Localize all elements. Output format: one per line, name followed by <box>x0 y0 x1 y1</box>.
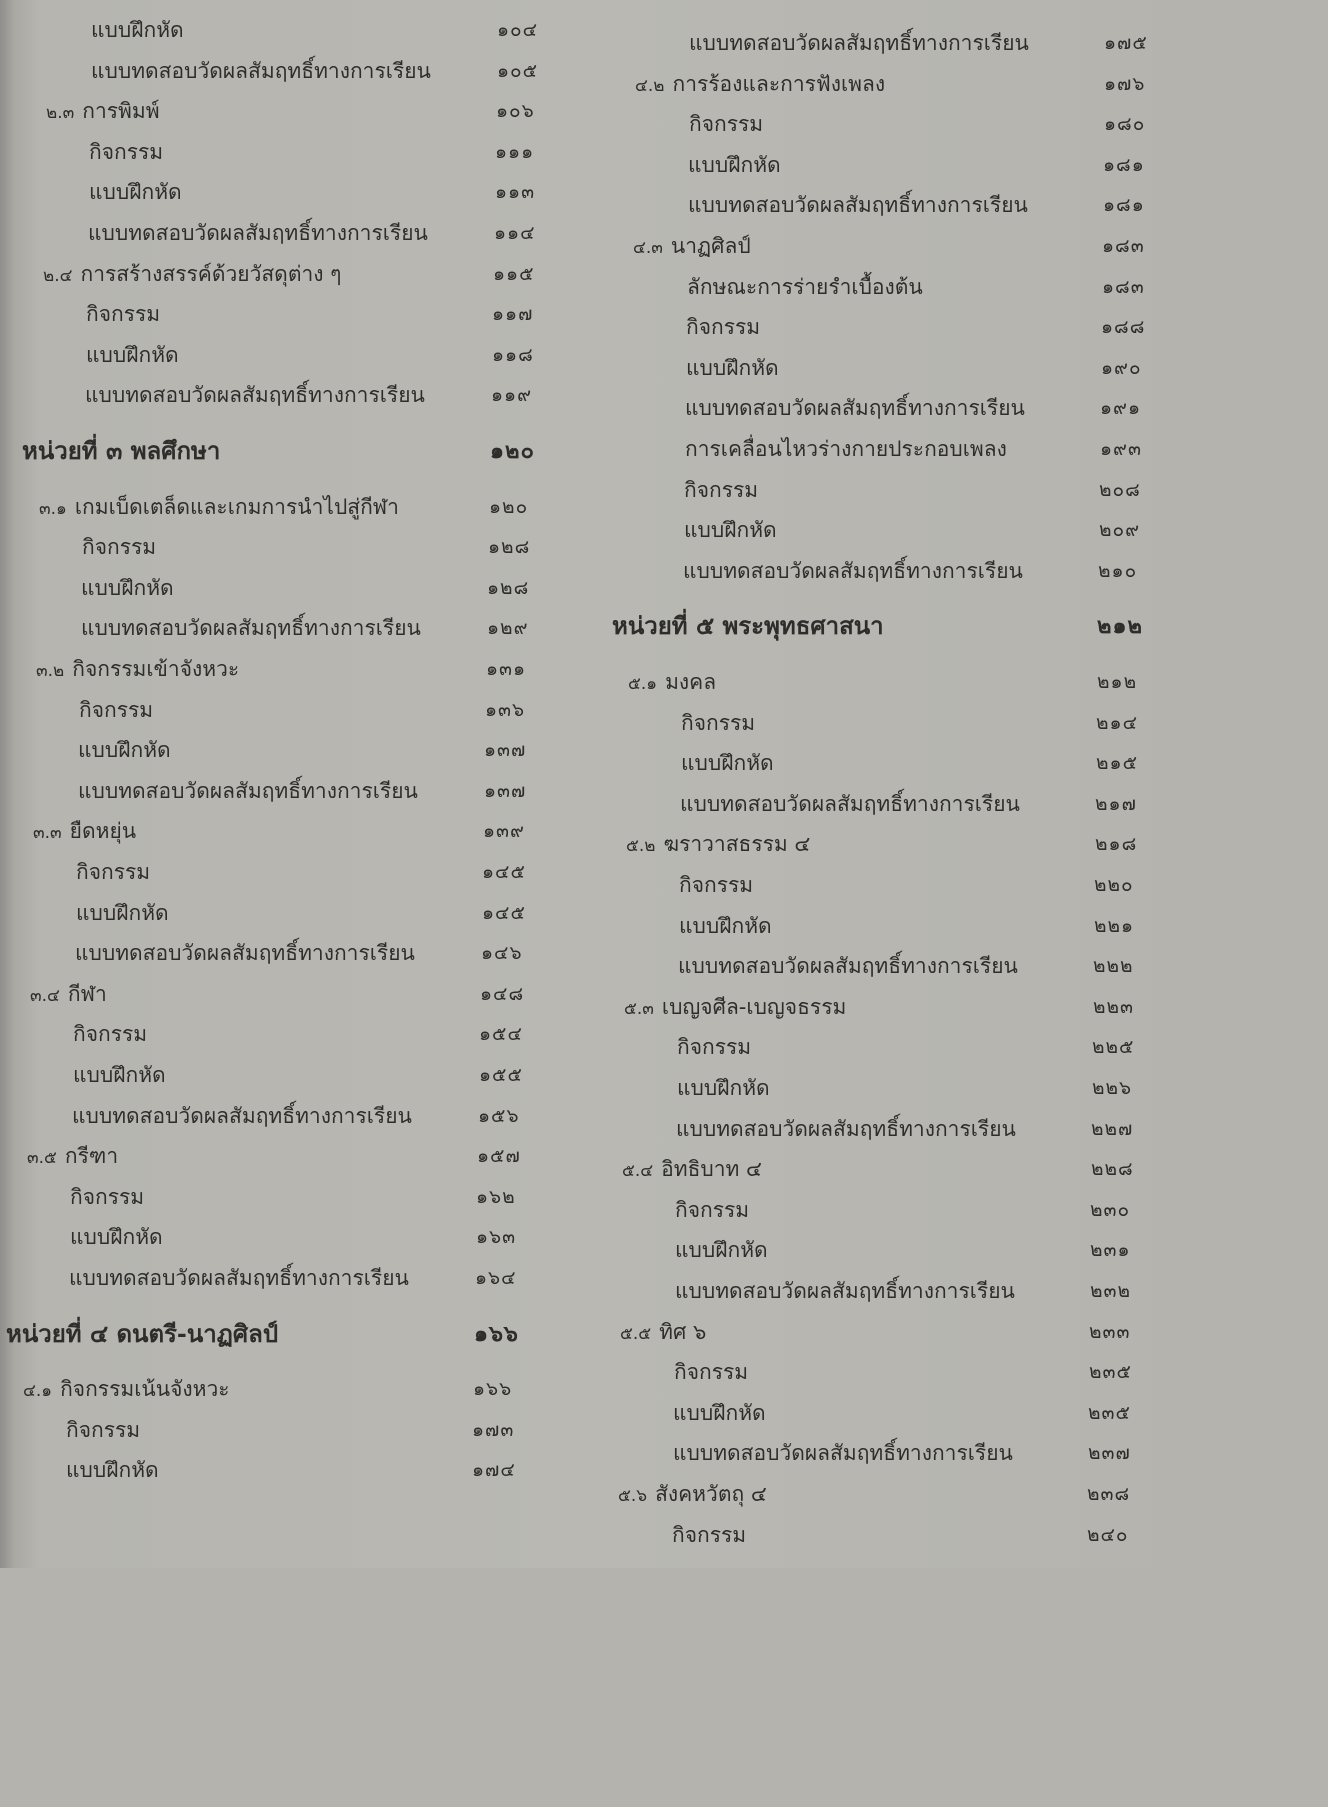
toc-entry-label: กิจกรรม <box>684 477 759 502</box>
page-number: ๑๑๔ <box>494 222 536 244</box>
page-number: ๒๒๘ <box>1091 1158 1134 1181</box>
toc-entry-label: แบบฝึกหัด <box>673 1400 766 1425</box>
toc-entry-label: แบบทดสอบวัดผลสัมฤทธิ์ทางการเรียน <box>673 1441 1013 1466</box>
page-number: ๑๘๑ <box>1103 194 1145 217</box>
page-number: ๑๖๔ <box>475 1267 517 1289</box>
page-number: ๒๑๒ <box>1097 613 1143 640</box>
page-number: ๒๑๕ <box>1096 752 1138 775</box>
page-number: ๑๓๑ <box>486 658 527 680</box>
toc-entry-label: หน่วยที่ ๓ พลศึกษา <box>22 436 221 465</box>
toc-entry-label: แบบทดสอบวัดผลสัมฤทธิ์ทางการเรียน <box>78 778 418 803</box>
page-number: ๑๑๘ <box>492 343 534 366</box>
page-number: ๒๑๔ <box>1096 711 1138 734</box>
page-number: ๒๑๒ <box>1097 671 1138 693</box>
page-number: ๑๙๓ <box>1100 438 1142 460</box>
page-number: ๒๓๕ <box>1089 1361 1132 1384</box>
page-number: ๒๓๒ <box>1090 1280 1132 1302</box>
page-number: ๒๑๗ <box>1095 792 1137 815</box>
toc-entry-label: แบบทดสอบวัดผลสัมฤทธิ์ทางการเรียน <box>69 1266 409 1290</box>
section-number: ๓.๔ <box>30 985 60 1006</box>
toc-entry-label: แบบฝึกหัด <box>684 518 777 543</box>
toc-entry-label: แบบฝึกหัด <box>86 342 179 367</box>
toc-entry-label: แบบทดสอบวัดผลสัมฤทธิ์ทางการเรียน <box>91 58 431 83</box>
toc-entry-label: แบบทดสอบวัดผลสัมฤทธิ์ทางการเรียน <box>688 193 1028 218</box>
toc-entry-label: แบบฝึกหัด <box>81 575 174 600</box>
page-number: ๒๐๘ <box>1099 478 1141 501</box>
toc-entry-label: ลักษณะการร่ายรำเบื้องต้น <box>687 274 923 299</box>
page-number: ๒๓๘ <box>1087 1483 1131 1505</box>
section-title: ฆราวาสธรรม ๔ <box>663 832 811 857</box>
toc-entry-label: แบบฝึกหัด <box>89 180 182 205</box>
page-number: ๒๓๓ <box>1089 1320 1131 1343</box>
page-number: ๑๒๘ <box>487 576 530 599</box>
section-number: ๒.๔ <box>43 265 73 286</box>
section-number: ๔.๑ <box>23 1381 53 1402</box>
toc-entry-label: แบบฝึกหัด <box>70 1225 163 1250</box>
toc-entry-label: กิจกรรม <box>689 112 764 137</box>
toc-entry-label: แบบฝึกหัด <box>66 1458 159 1483</box>
page-number: ๑๙๑ <box>1100 397 1142 420</box>
toc-entry-label: กิจกรรม <box>675 1197 750 1222</box>
toc-entry-label: แบบทดสอบวัดผลสัมฤทธิ์ทางการเรียน <box>685 396 1025 421</box>
section-number: ๕.๖ <box>618 1486 648 1506</box>
page-number: ๒๒๗ <box>1091 1117 1134 1140</box>
section-number: ๕.๑ <box>628 674 658 694</box>
page-number: ๑๓๗ <box>484 739 527 762</box>
page-number: ๑๘๑ <box>1103 153 1145 176</box>
section-title: กีฬา <box>67 981 107 1006</box>
section-title: เกมเบ็ดเตล็ดและเกมการนำไปสู่กีฬา <box>74 494 399 519</box>
toc-entry-label <box>618 1480 767 1510</box>
toc-entry-label: กิจกรรม <box>677 1035 752 1060</box>
page-number: ๑๑๓ <box>495 181 536 204</box>
toc-entry-label <box>43 260 341 290</box>
page-number: ๑๒๙ <box>487 617 529 640</box>
page-number: ๑๘๐ <box>1104 113 1146 136</box>
page-number: ๒๒๓ <box>1093 995 1135 1018</box>
page-number: ๑๑๙ <box>491 384 533 407</box>
toc-entry-label: แบบฝึกหัด <box>681 751 774 776</box>
section-title: เบญจศีล-เบญจธรรม <box>661 994 847 1019</box>
toc-entry-label: แบบฝึกหัด <box>91 18 184 42</box>
page-number: ๒๐๙ <box>1099 519 1141 542</box>
toc-entry-label <box>622 1155 762 1185</box>
toc-entry-label: กิจกรรม <box>86 302 161 327</box>
toc-entry-label <box>39 493 399 523</box>
section-title: อิทธิบาท ๔ <box>661 1157 762 1182</box>
toc-entry-label: กิจกรรม <box>679 873 754 897</box>
toc-entry-label: แบบทดสอบวัดผลสัมฤทธิ์ทางการเรียน <box>678 954 1018 979</box>
section-number: ๕.๓ <box>624 998 654 1019</box>
page-number: ๑๗๖ <box>1104 72 1146 95</box>
page-number: ๑๖๖ <box>474 1320 519 1347</box>
toc-entry-label: แบบทดสอบวัดผลสัมฤทธิ์ทางการเรียน <box>689 31 1029 55</box>
section-title: สังคหวัตถุ ๔ <box>655 1482 767 1506</box>
page-number: ๒๑๘ <box>1095 833 1138 856</box>
toc-entry-label: แบบฝึกหัด <box>78 738 171 763</box>
section-number: ๕.๕ <box>620 1323 652 1344</box>
toc-entry-label <box>23 1375 230 1405</box>
toc-entry-label: แบบฝึกหัด <box>688 152 781 177</box>
page-number: ๒๓๐ <box>1090 1198 1131 1221</box>
page-number: ๑๒๐ <box>489 495 529 518</box>
toc-entry-label <box>635 70 885 100</box>
toc-entry-label: หน่วยที่ ๔ ดนตรี-นาฏศิลป์ <box>6 1318 279 1348</box>
toc-entry-label <box>33 817 136 847</box>
page-number: ๒๓๕ <box>1088 1401 1131 1424</box>
page-number: ๒๑๐ <box>1098 559 1138 582</box>
toc-entry-label: แบบทดสอบวัดผลสัมฤทธิ์ทางการเรียน <box>676 1116 1016 1141</box>
page-number: ๑๑๕ <box>493 262 535 285</box>
toc-entry-label: กิจกรรม <box>82 535 157 560</box>
page-number: ๒๒๕ <box>1092 1036 1135 1059</box>
toc-entry-label <box>46 97 160 127</box>
page-number: ๑๘๘ <box>1101 316 1146 339</box>
toc-entry-label: กิจกรรม <box>76 860 151 884</box>
page-number: ๑๗๕ <box>1104 32 1148 54</box>
toc-entry-label <box>27 1142 118 1172</box>
section-title: ทิศ ๖ <box>659 1319 707 1344</box>
toc-entry-label: กิจกรรม <box>79 697 154 722</box>
page-number: ๑๗๔ <box>472 1459 516 1482</box>
section-number: ๔.๒ <box>635 75 665 96</box>
toc-entry-label: กิจกรรม <box>686 315 761 340</box>
page-number: ๑๕๕ <box>479 1064 523 1086</box>
toc-entry-label: แบบทดสอบวัดผลสัมฤทธิ์ทางการเรียน <box>72 1103 412 1128</box>
section-title: กิจกรรมเข้าจังหวะ <box>72 657 240 681</box>
toc-entry-label: กิจกรรม <box>73 1022 148 1047</box>
page-number: ๑๖๓ <box>476 1226 517 1249</box>
toc-entry-label: แบบทดสอบวัดผลสัมฤทธิ์ทางการเรียน <box>675 1279 1015 1303</box>
toc-entry-label: แบบฝึกหัด <box>686 355 779 380</box>
toc-entry-label: กิจกรรม <box>66 1417 141 1442</box>
toc-entry-label: หน่วยที่ ๕ พระพุทธศาสนา <box>612 611 884 641</box>
toc-entry-label: แบบฝึกหัด <box>675 1238 768 1263</box>
page-number: ๑๓๖ <box>485 698 526 721</box>
page-number: ๑๕๗ <box>477 1145 521 1168</box>
page-number: ๑๔๕ <box>482 861 526 883</box>
page-number: ๑๓๗ <box>484 779 527 802</box>
toc-entry-label: กิจกรรม <box>674 1360 749 1385</box>
toc-entry-label <box>624 993 846 1023</box>
toc-entry-label <box>628 668 716 698</box>
section-title: การสร้างสรรค์ด้วยวัสดุต่าง ๆ <box>80 261 342 286</box>
page-number: ๒๓๗ <box>1088 1442 1131 1465</box>
page-number: ๑๘๓ <box>1102 235 1145 257</box>
page-number: ๑๔๘ <box>480 982 525 1005</box>
page-number: ๑๖๒ <box>476 1185 516 1208</box>
section-number: ๒.๓ <box>46 103 75 124</box>
section-number: ๕.๔ <box>622 1161 654 1182</box>
toc-entry-label: แบบฝึกหัด <box>679 913 772 938</box>
toc-entry-label: แบบฝึกหัด <box>677 1076 770 1100</box>
section-title: มงคล <box>665 670 717 694</box>
page-number: ๑๑๗ <box>492 303 534 326</box>
toc-entry-label: แบบทดสอบวัดผลสัมฤทธิ์ทางการเรียน <box>75 941 415 966</box>
page-number: ๒๒๑ <box>1094 914 1135 937</box>
page-number: ๑๐๔ <box>497 19 539 41</box>
toc-entry-label: กิจกรรม <box>672 1522 747 1547</box>
page-number: ๑๐๕ <box>497 59 539 82</box>
toc-entry-label <box>30 980 107 1010</box>
section-title: การพิมพ์ <box>82 99 160 124</box>
toc-entry-label: กิจกรรม <box>89 139 164 164</box>
page-number: ๑๐๖ <box>496 100 535 123</box>
toc-entry-label: แบบทดสอบวัดผลสัมฤทธิ์ทางการเรียน <box>81 616 421 641</box>
page-number: ๑๙๐ <box>1101 356 1142 379</box>
page-number: ๑๖๖ <box>473 1378 513 1401</box>
toc-entry-label: กิจกรรม <box>70 1184 145 1209</box>
page-number: ๑๑๑ <box>495 140 535 163</box>
section-title: การร้องและการฟังเพลง <box>672 71 886 96</box>
section-title: ยืดหยุ่น <box>69 819 137 844</box>
page-number: ๒๒๒ <box>1093 955 1134 978</box>
section-title: กิจกรรมเน้นจังหวะ <box>60 1377 230 1402</box>
toc-entry-label: การเคลื่อนไหวร่างกายประกอบเพลง <box>685 437 1007 461</box>
page-number: ๑๒๐ <box>490 438 535 464</box>
page-number: ๒๔๐ <box>1087 1523 1129 1546</box>
toc-entry-label <box>626 830 810 860</box>
toc-entry-label: แบบทดสอบวัดผลสัมฤทธิ์ทางการเรียน <box>683 558 1023 583</box>
toc-entry-label <box>36 655 239 685</box>
page-number: ๑๔๖ <box>481 942 523 965</box>
toc-entry-label: แบบทดสอบวัดผลสัมฤทธิ์ทางการเรียน <box>85 383 425 408</box>
page-number: ๑๒๘ <box>488 536 531 559</box>
section-number: ๓.๓ <box>33 823 62 844</box>
toc-entry-label <box>620 1318 706 1348</box>
page-number: ๑๗๓ <box>472 1418 515 1441</box>
toc-entry-label <box>633 232 751 262</box>
toc-entry-label: แบบฝึกหัด <box>73 1063 166 1087</box>
page-number: ๒๒๐ <box>1094 874 1134 896</box>
section-number: ๓.๕ <box>27 1148 57 1169</box>
page-number: ๑๕๔ <box>479 1023 523 1046</box>
section-number: ๓.๑ <box>39 498 67 519</box>
page-number: ๑๕๖ <box>478 1104 520 1127</box>
page-number: ๒๒๖ <box>1092 1077 1133 1099</box>
page-number: ๒๓๑ <box>1090 1239 1131 1262</box>
section-number: ๔.๓ <box>633 238 663 258</box>
section-number: ๓.๒ <box>36 661 65 681</box>
page-number: ๑๘๓ <box>1102 275 1145 298</box>
page-number: ๑๔๕ <box>482 901 526 924</box>
section-title: กรีฑา <box>64 1144 119 1169</box>
page-number: ๑๓๙ <box>483 820 525 843</box>
section-number: ๕.๒ <box>626 836 656 857</box>
toc-entry-label: กิจกรรม <box>681 710 756 735</box>
section-title: นาฏศิลป์ <box>670 234 751 258</box>
toc-entry-label: แบบฝึกหัด <box>76 900 169 925</box>
toc-entry-label: แบบทดสอบวัดผลสัมฤทธิ์ทางการเรียน <box>88 221 428 245</box>
toc-entry-label: แบบทดสอบวัดผลสัมฤทธิ์ทางการเรียน <box>680 791 1020 816</box>
